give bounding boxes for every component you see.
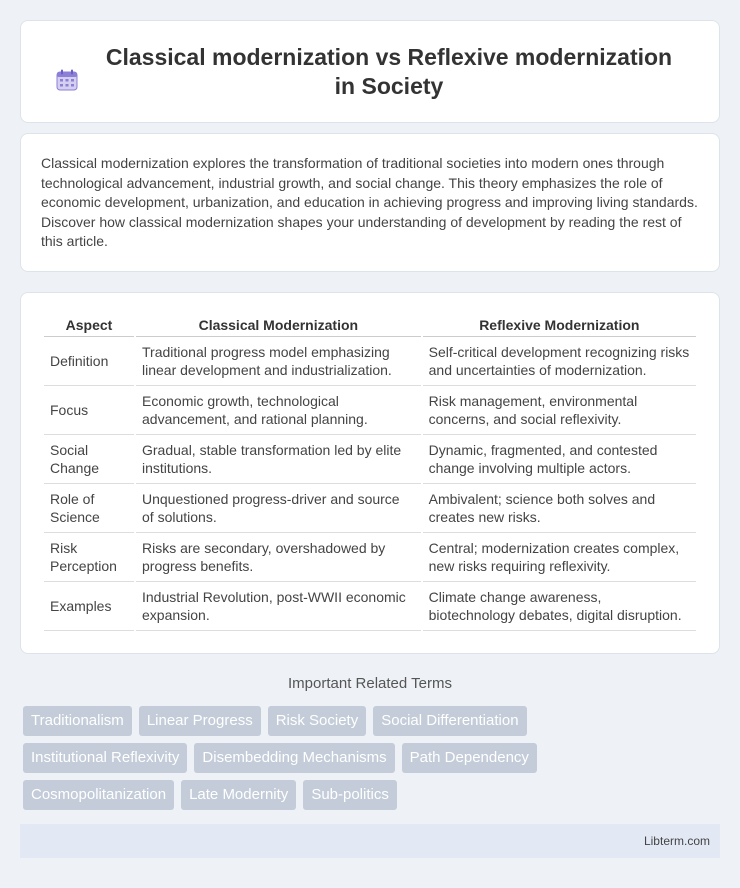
table-row [44,386,696,435]
intro-text: Classical modernization explores the transformation of traditional societies into modern ones through technological advancement, industrial growth, and social change. This theory emphasizes the role of economic development, urbanization, and education in achieving progress and improving living standards. Discover how classical modernization shapes your understanding of development by reading the rest of this article. [41,155,698,249]
cell-classical: Risks are secondary, overshadowed by progress benefits. [136,533,421,582]
cell-classical: Economic growth, technological advancement, and rational planning. [136,386,421,435]
cell-aspect: Focus [44,386,134,435]
calendar-icon [56,69,78,91]
tag-disembedding-mechanisms[interactable]: Disembedding Mechanisms [194,743,394,773]
table-row [44,484,696,533]
cell-reflexive: Ambivalent; science both solves and creates new risks. [423,484,696,533]
cell-aspect: Social Change [44,435,134,484]
tag-path-dependency[interactable]: Path Dependency [402,743,537,773]
cell-classical: Unquestioned progress-driver and source of solutions. [136,484,421,533]
cell-classical: Traditional progress model emphasizing linear development and industrialization. [136,337,421,386]
tag-traditionalism[interactable]: Traditionalism [23,706,132,736]
header-classical: Classical Modernization [136,313,421,337]
footer [20,824,720,858]
cell-classical: Industrial Revolution, post-WWII economic expansion. [136,582,421,631]
intro-card [20,133,720,272]
table-row [44,435,696,484]
related-terms-title: Important Related Terms [288,675,452,692]
cell-aspect: Risk Perception [44,533,134,582]
related-terms [23,706,723,817]
cell-aspect: Role of Science [44,484,134,533]
tag-social-differentiation[interactable]: Social Differentiation [373,706,526,736]
header-aspect: Aspect [44,313,134,337]
table-row [44,337,696,386]
table-row [44,533,696,582]
cell-aspect: Definition [44,337,134,386]
tag-row [23,743,723,773]
cell-reflexive: Risk management, environmental concerns, and social reflexivity. [423,386,696,435]
cell-reflexive: Central; modernization creates complex, new risks requiring reflexivity. [423,533,696,582]
header-reflexive: Reflexive Modernization [423,313,696,337]
cell-aspect: Examples [44,582,134,631]
tag-sub-politics[interactable]: Sub-politics [303,780,397,810]
tag-row [23,780,723,810]
comparison-card [20,292,720,654]
tag-cosmopolitanization[interactable]: Cosmopolitanization [23,780,174,810]
title-card [20,20,720,123]
table-row [44,582,696,631]
table-header-row [44,313,696,337]
tag-institutional-reflexivity[interactable]: Institutional Reflexivity [23,743,187,773]
tag-risk-society[interactable]: Risk Society [268,706,367,736]
page-title: Classical modernization vs Reflexive modernization in Society [105,43,673,99]
cell-reflexive: Self-critical development recognizing risks and uncertainties of modernization. [423,337,696,386]
cell-classical: Gradual, stable transformation led by elite institutions. [136,435,421,484]
footer-site-link[interactable]: Libterm.com [643,834,710,848]
tag-late-modernity[interactable]: Late Modernity [181,780,296,810]
cell-reflexive: Dynamic, fragmented, and contested change involving multiple actors. [423,435,696,484]
comparison-table [42,313,698,631]
cell-reflexive: Climate change awareness, biotechnology debates, digital disruption. [423,582,696,631]
tag-linear-progress[interactable]: Linear Progress [139,706,261,736]
tag-row [23,706,723,736]
